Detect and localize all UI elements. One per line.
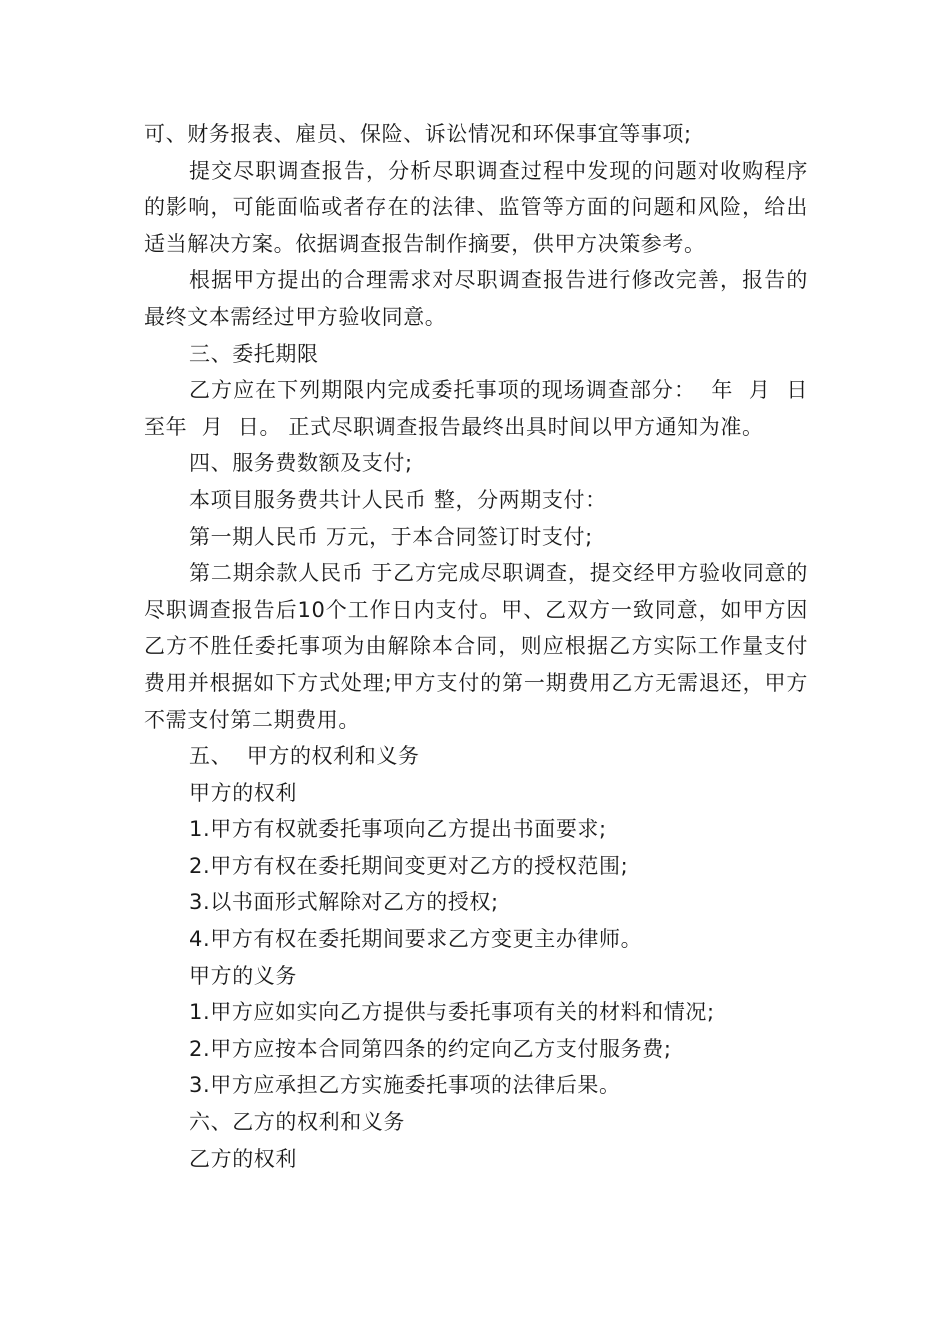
paragraph: 第一期人民币 万元，于本合同签订时支付; (189, 524, 593, 549)
section-heading: 六、乙方的权利和义务 (189, 1110, 405, 1135)
section-heading: 三、委托期限 (189, 341, 319, 366)
subsection-heading: 甲方的权利 (189, 780, 297, 805)
list-item: 3.甲方应承担乙方实施委托事项的法律后果。 (189, 1073, 621, 1098)
list-item: 1.甲方应如实向乙方提供与委托事项有关的材料和情况; (189, 1000, 715, 1025)
subsection-heading: 乙方的权利 (189, 1146, 297, 1171)
list-item: 2.甲方应按本合同第四条的约定向乙方支付服务费; (189, 1036, 672, 1061)
subsection-heading: 甲方的义务 (189, 963, 297, 988)
list-item: 3.以书面形式解除对乙方的授权; (189, 890, 499, 915)
paragraph: 乙方应在下列期限内完成委托事项的现场调查部分： 年 月 日至年 月 日。 正式尽职调查报告最终出具时间以甲方通知为准。 (144, 378, 808, 439)
paragraph: 根据甲方提出的合理需求对尽职调查报告进行修改完善，报告的最终文本需经过甲方验收同意。 (144, 268, 808, 329)
paragraph: 提交尽职调查报告，分析尽职调查过程中发现的问题对收购程序的影响，可能面临或者存在的法律、监管等方面的问题和风险，给出适当解决方案。依据调查报告制作摘要，供甲方决策参考。 (144, 158, 808, 256)
section-heading: 四、服务费数额及支付; (189, 451, 413, 476)
document-page (144, 116, 808, 1177)
list-item: 4.甲方有权在委托期间要求乙方变更主办律师。 (189, 927, 643, 952)
list-item: 2.甲方有权在委托期间变更对乙方的授权范围; (189, 853, 629, 878)
paragraph: 第二期余款人民币 于乙方完成尽职调查，提交经甲方验收同意的尽职调查报告后10个工作日内支付。甲、乙双方一致同意，如甲方因乙方不胜任委托事项为由解除本合同，则应根据乙方实际工作量支付费用并根据如下方式处理;甲方支付的第一期费用乙方无需退还，甲方不需支付第二期费用。 (144, 561, 808, 732)
paragraph: 本项目服务费共计人民币 整，分两期支付： (189, 487, 607, 512)
list-item: 1.甲方有权就委托事项向乙方提出书面要求; (189, 817, 607, 842)
section-heading: 五、 甲方的权利和义务 (189, 744, 420, 769)
paragraph: 可、财务报表、雇员、保险、诉讼情况和环保事宜等事项; (144, 122, 692, 146)
